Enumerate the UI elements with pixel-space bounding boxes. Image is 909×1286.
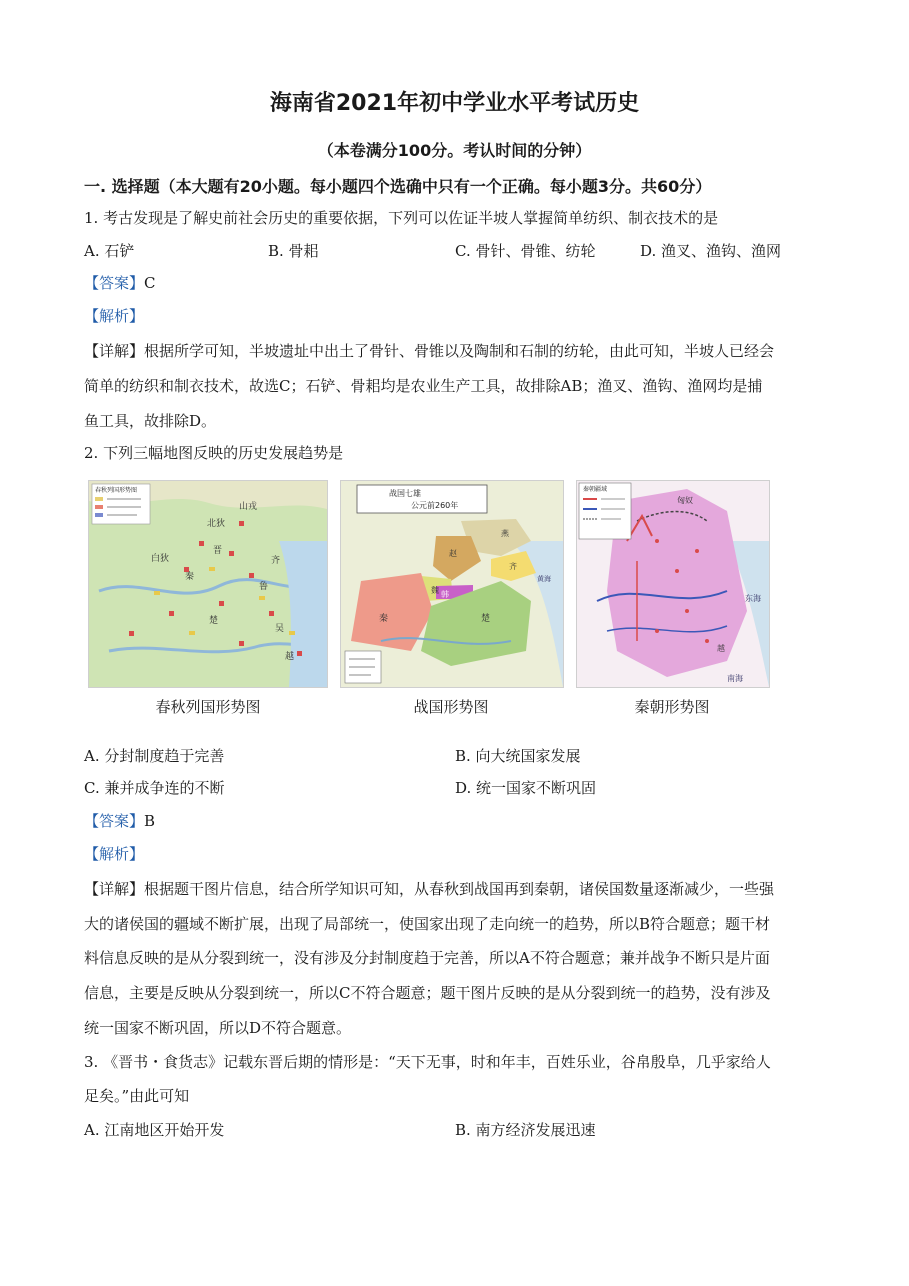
map2-legend-sub: 公元前260年 <box>411 501 459 510</box>
q2-option-b: B. 向大统国家发展 <box>455 747 581 765</box>
map1-label: 越 <box>285 652 295 662</box>
q2-analysis-tag: 【解析】 <box>84 845 145 863</box>
q1-option-c: C. 骨针、骨锥、纺轮 <box>455 242 596 260</box>
q2-detail-line: 统一国家不断巩固，所以D不符合题意。 <box>84 1019 352 1037</box>
map1-label: 晋 <box>213 546 223 556</box>
map1-label: 鲁 <box>259 582 269 592</box>
map2-label: 楚 <box>481 614 491 624</box>
q3-option-b: B. 南方经济发展迅速 <box>455 1121 596 1139</box>
map3-label: 匈奴 <box>677 496 693 505</box>
map1-legend-title: 春秋列国形势图 <box>95 487 138 494</box>
map1-label: 吴 <box>275 624 285 634</box>
map2-label: 黄海 <box>537 575 551 583</box>
answer-tag: 【答案】 <box>84 274 145 292</box>
q1-detail-line: 鱼工具，故排除D。 <box>84 412 217 430</box>
map3-legend-title: 秦朝疆域 <box>583 486 608 493</box>
q1-option-a: A. 石铲 <box>84 242 135 260</box>
map1-label: 白狄 <box>151 554 170 564</box>
map2-label: 秦 <box>379 614 389 624</box>
q1-option-d: D. 渔叉、渔钩、渔网 <box>640 242 782 260</box>
map3-caption: 秦朝形势图 <box>634 698 710 716</box>
map2-legend-title: 战国七雄 <box>389 489 421 498</box>
q2-detail-line: 【详解】根据题干图片信息，结合所学知识可知，从春秋到战国再到秦朝，诸侯国数量逐渐减少，一些强 <box>84 880 775 898</box>
map2-label: 燕 <box>501 529 509 538</box>
q2-answer <box>84 810 155 831</box>
section-heading: 一. 选择题（本大题有20小题。每小题四个选确中只有一个正确。每小题3分。共60分） <box>84 177 712 196</box>
map1-caption: 春秋列国形势图 <box>155 698 261 716</box>
q1-answer <box>84 272 156 293</box>
q1-detail-line: 简单的纺织和制衣技术，故选C；石铲、骨耜均是农业生产工具，故排除AB；渔叉、渔钩、渔网均是捕 <box>84 377 763 395</box>
q2-stem: 2. 下列三幅地图反映的历史发展趋势是 <box>84 444 344 462</box>
q2-detail-line: 料信息反映的是从分裂到统一，没有涉及分封制度趋于完善，所以A不符合题意；兼并战争不断只是片面 <box>84 949 770 967</box>
map-qin-dynasty <box>576 480 770 688</box>
map1-label: 北狄 <box>207 519 226 529</box>
q2-option-c: C. 兼并成争连的不断 <box>84 779 225 797</box>
map3-label: 越 <box>717 644 725 653</box>
answer-value: C <box>144 274 156 292</box>
q2-detail-line: 信息，主要是反映从分裂到统一，所以C不符合题意；题干图片反映的是从分裂到统一的趋势，没有涉及 <box>84 984 771 1002</box>
q3-option-a: A. 江南地区开始开发 <box>84 1121 225 1139</box>
q1-option-b: B. 骨耜 <box>268 242 319 260</box>
map-warring-states <box>340 480 564 688</box>
q1-detail-line: 【详解】根据所学可知，半坡遗址中出土了骨针、骨锥以及陶制和石制的纺轮，由此可知，半坡人已经会 <box>84 342 775 360</box>
page-subtitle: （本卷满分100分。考认时间的分钟） <box>317 141 592 160</box>
map-spring-autumn <box>88 480 328 688</box>
q3-stem-line: 3. 《晋书・食货志》记载东晋后期的情形是：“天下无事，时和年丰，百姓乐业，谷帛殷阜，几乎家给人 <box>84 1053 771 1071</box>
map2-label: 韩 <box>441 590 449 599</box>
answer-value: B <box>144 812 156 830</box>
q1-stem: 1. 考古发现是了解史前社会历史的重要依据，下列可以佐证半坡人掌握简单纺织、制衣技术的是 <box>84 209 719 227</box>
map1-label: 齐 <box>271 556 281 566</box>
q2-option-a: A. 分封制度趋于完善 <box>84 747 225 765</box>
q1-analysis-tag: 【解析】 <box>84 307 145 325</box>
map3-label: 东海 <box>745 594 761 603</box>
map3-label: 南海 <box>727 674 743 683</box>
q2-detail-line: 大的诸侯国的疆域不断扩展，出现了局部统一，使国家出现了走向统一的趋势，所以B符合题意；题干材 <box>84 915 771 933</box>
map2-label: 赵 <box>449 549 457 558</box>
q2-option-d: D. 统一国家不断巩固 <box>455 779 597 797</box>
q3-stem-line: 足矣。”由此可知 <box>84 1087 190 1105</box>
map2-label: 齐 <box>509 562 517 571</box>
map2-label: 魏 <box>431 586 439 595</box>
map2-caption: 战国形势图 <box>413 698 489 716</box>
map1-label: 楚 <box>209 616 219 626</box>
map1-label: 秦 <box>185 572 195 582</box>
page-title: 海南省2021年初中学业水平考试历史 <box>269 91 640 116</box>
map1-label: 山戎 <box>239 502 258 512</box>
answer-tag: 【答案】 <box>84 812 145 830</box>
